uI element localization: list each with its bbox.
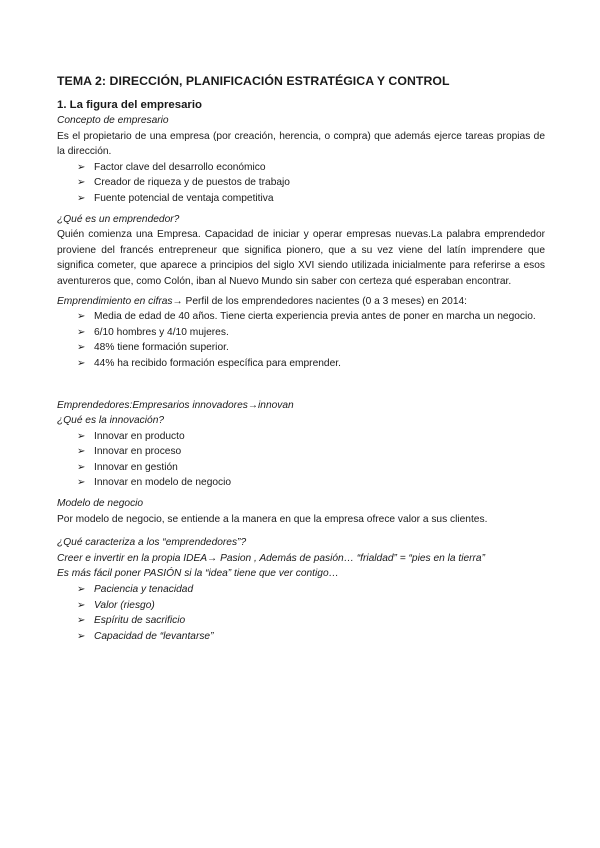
list-item: ➢ Valor (riesgo) <box>77 598 545 614</box>
caracteriza-line-2: Es más fácil poner PASIÓN si la “idea” tiene que ver contigo… <box>57 568 339 580</box>
list-item: ➢ 48% tiene formación superior. <box>77 340 545 356</box>
concepto-bullet-list <box>57 160 545 207</box>
list-item: ➢ Creador de riqueza y de puestos de trabajo <box>77 175 545 191</box>
document-content <box>57 73 545 644</box>
caracteriza-line-1: Creer e invertir en la propia IDEA→ Pasion , Además de pasión… “frialdad” = “pies en la tierra” <box>57 552 485 564</box>
list-item: ➢ Innovar en gestión <box>77 460 545 476</box>
list-item: ➢ 44% ha recibido formación específica para emprender. <box>77 356 545 372</box>
concepto-paragraph: Es el propietario de una empresa (por creación, herencia, o compra) que además ejerce tareas propias de la dirección. <box>57 130 545 158</box>
list-item: ➢ Factor clave del desarrollo económico <box>77 160 545 176</box>
list-item: ➢ Innovar en modelo de negocio <box>77 475 545 491</box>
innovacion-heading: ¿Qué es la innovación? <box>57 415 165 427</box>
emprendedor-paragraph: Quién comienza una Empresa. Capacidad de iniciar y operar empresas nuevas.La palabra emprendedor proviene del francés entrepreneur que significa pionero, que a su vez viene del latín imprendere que significa cometer, que aparece a principios del siglo XVI siendo utilizada inicialmente para referirse a esos aventureros que, como Colón, iban al Nuevo Mundo sin saber con certeza qué esperaban encontrar. <box>57 229 545 287</box>
modelo-paragraph: Por modelo de negocio, se entiende a la manera en que la empresa ofrece valor a sus clientes. <box>57 513 488 525</box>
list-item: ➢ Fuente potencial de ventaja competitiva <box>77 191 545 207</box>
list-item: ➢ Espíritu de sacrificio <box>77 613 545 629</box>
cifras-bullet-list <box>57 309 545 371</box>
list-item: ➢ 6/10 hombres y 4/10 mujeres. <box>77 325 545 341</box>
caracteriza-bullet-list <box>57 582 545 644</box>
cifras-line <box>57 294 545 310</box>
list-item: ➢ Innovar en proceso <box>77 444 545 460</box>
section-heading: 1. La figura del empresario <box>57 99 202 111</box>
innovadores-line: Emprendedores:Empresarios innovadores→innovan <box>57 399 294 411</box>
document-title: TEMA 2: DIRECCIÓN, PLANIFICACIÓN ESTRATÉGICA Y CONTROL <box>57 74 450 88</box>
list-item: ➢ Media de edad de 40 años. Tiene cierta experiencia previa antes de poner en marcha un negocio. <box>77 309 545 325</box>
list-item: ➢ Capacidad de “levantarse” <box>77 629 545 645</box>
list-item: ➢ Paciencia y tenacidad <box>77 582 545 598</box>
caracteriza-heading: ¿Qué caracteriza a los “emprendedores”? <box>57 537 247 549</box>
modelo-heading: Modelo de negocio <box>57 498 144 510</box>
cifras-text: Perfil de los emprendedores nacientes (0 a 3 meses) en 2014: <box>182 295 467 307</box>
emprendedor-heading: ¿Qué es un emprendedor? <box>57 213 180 225</box>
cifras-label: Emprendimiento en cifras→ <box>57 295 183 307</box>
concepto-heading: Concepto de empresario <box>57 115 169 126</box>
innovacion-bullet-list <box>57 429 545 491</box>
list-item: ➢ Innovar en producto <box>77 429 545 445</box>
